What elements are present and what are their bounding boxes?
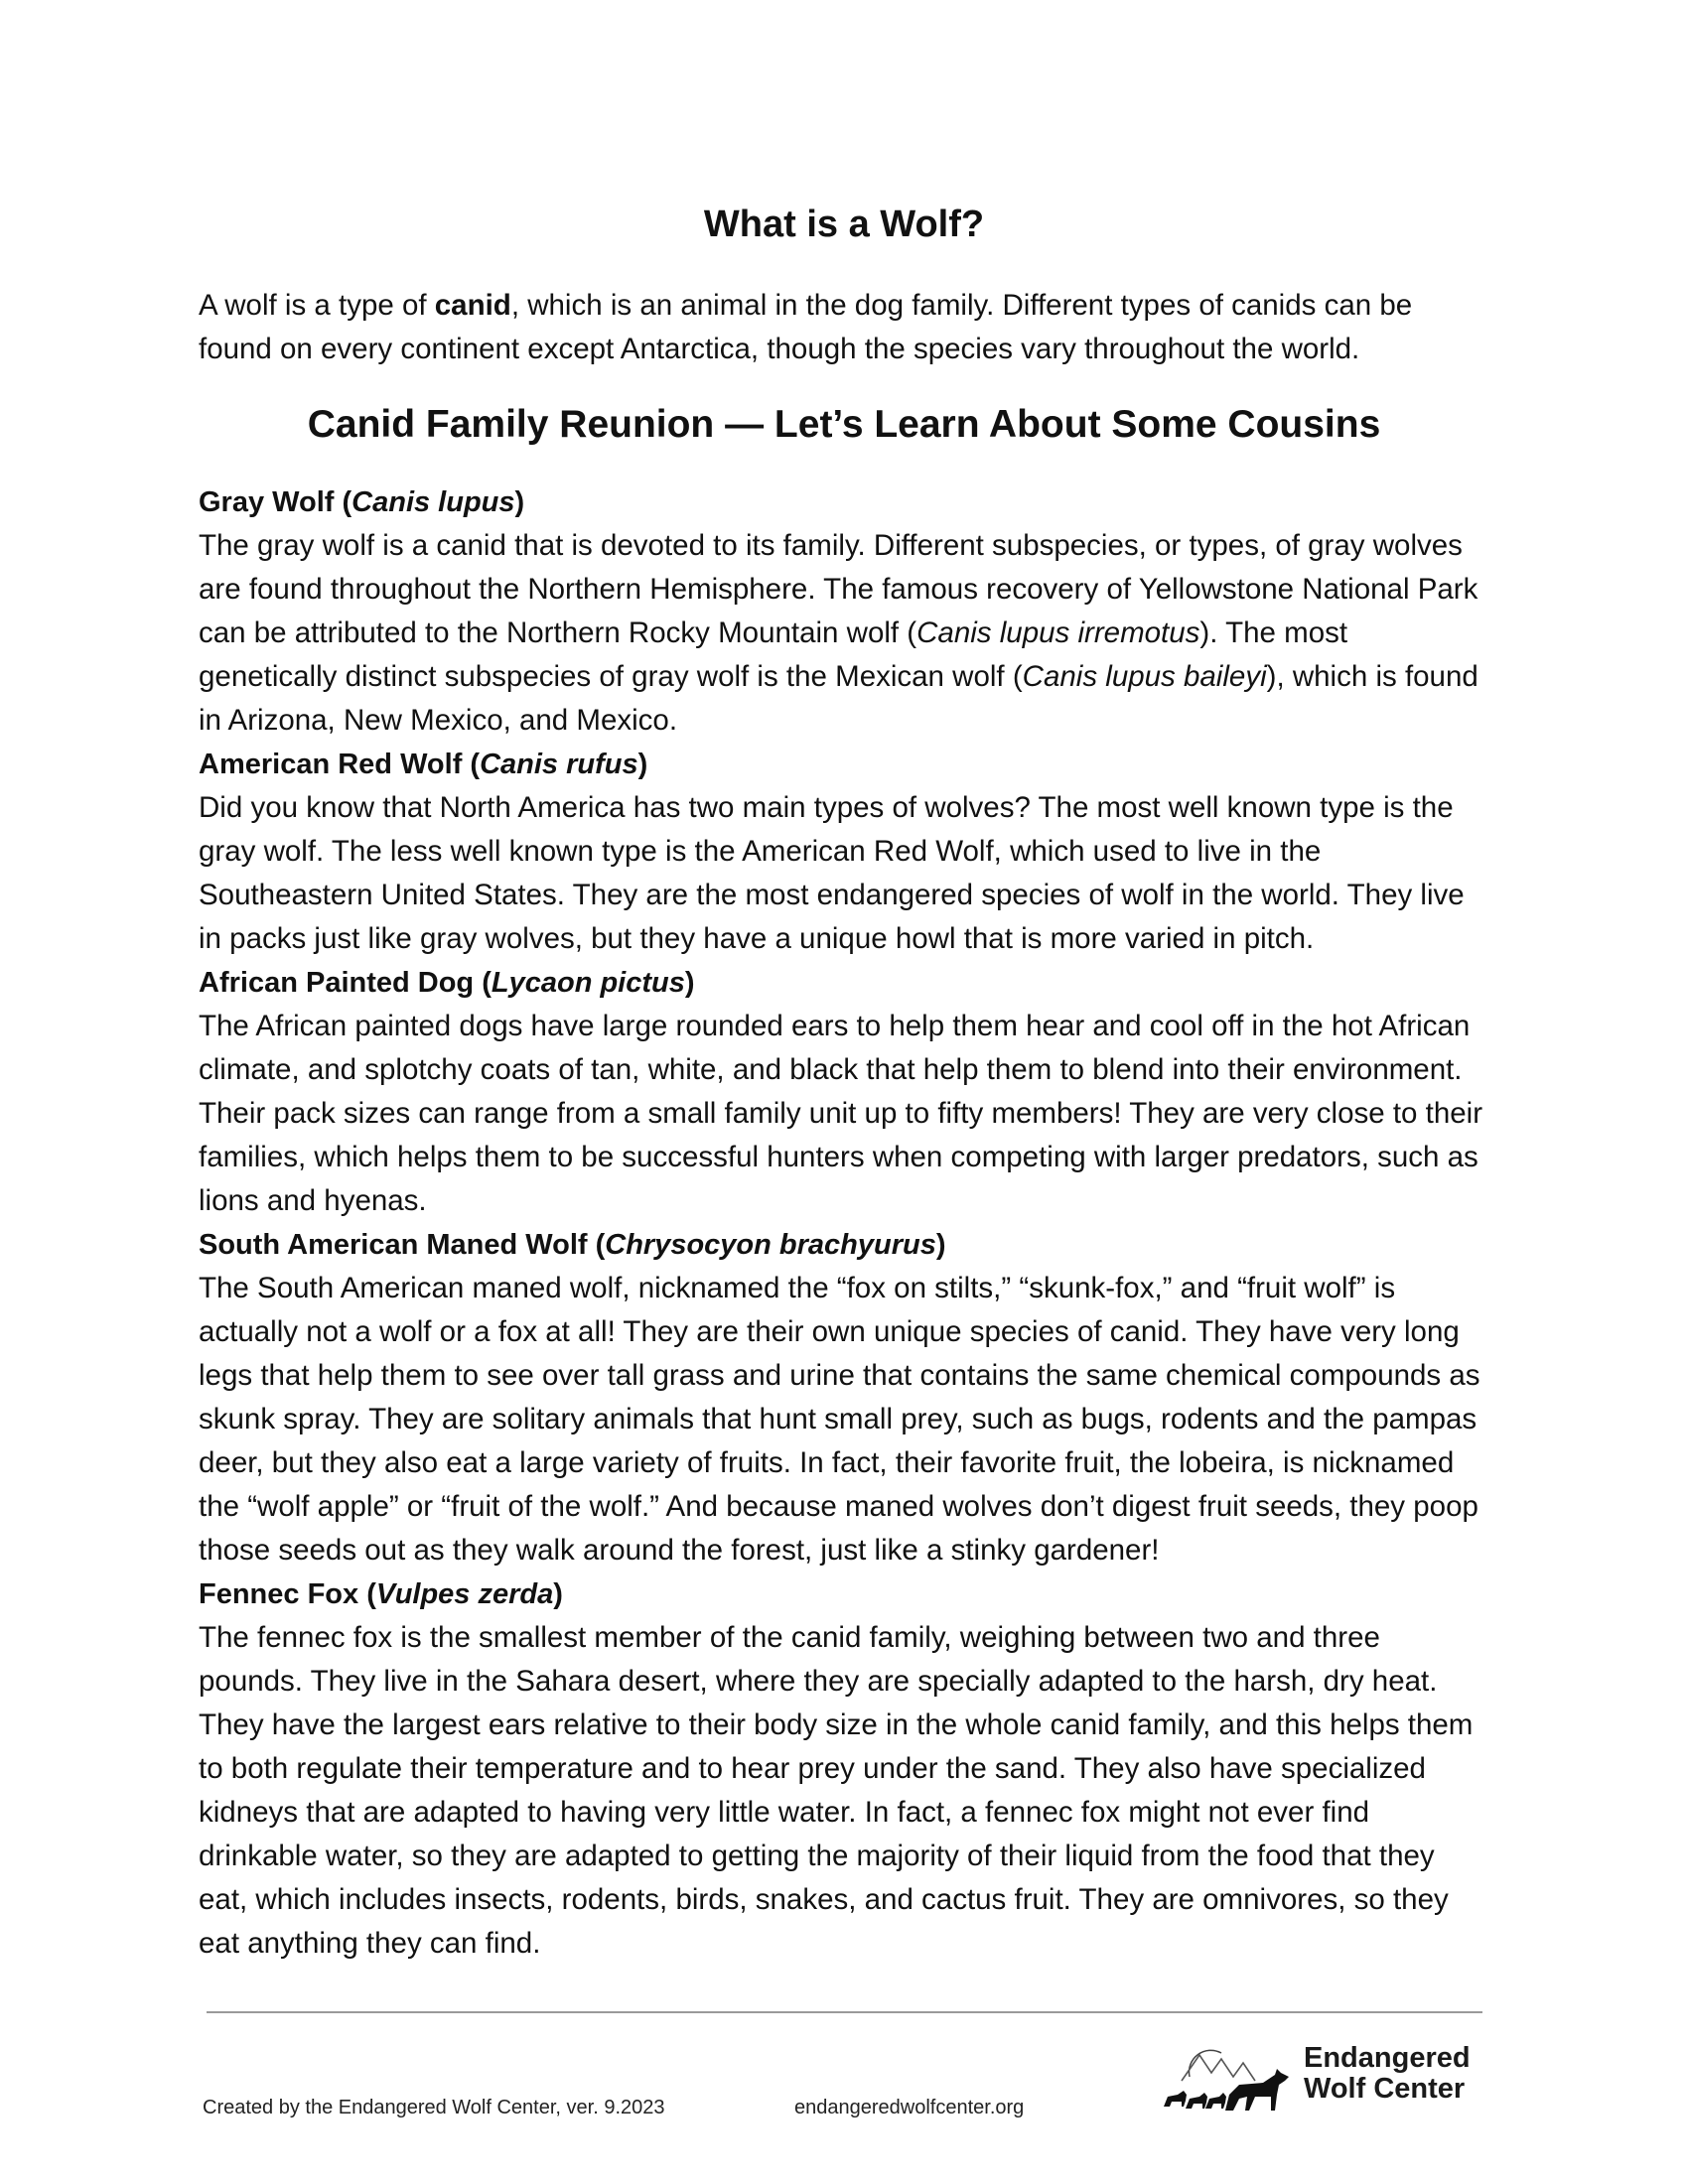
species-heading: American Red Wolf (Canis rufus) [199, 749, 648, 780]
section-title: Canid Family Reunion — Let’s Learn About Some Cousins [307, 403, 1381, 446]
logo-line-2: Wolf Center [1304, 2073, 1466, 2105]
species-gray-wolf [199, 480, 1489, 743]
species-text-part: The gray wolf is a canid that is devoted to its family. Different subspecies, or types, of gray wolves are found throughout the Northern Hemisphere. The famous recovery of Yellowstone National Park can be attributed to the Northern Rocky Mountain wolf ( [199, 529, 1478, 649]
species-name: South American Maned Wolf [199, 1229, 588, 1261]
species-scientific-name: Lycaon pictus [491, 967, 685, 999]
page-title: What is a Wolf? [703, 204, 985, 245]
species-text-part: ). The most genetically distinct subspecies of gray wolf is the Mexican wolf ( [199, 616, 1348, 693]
species-description [199, 524, 1489, 743]
species-text-part: ), which is found in Arizona, New Mexico, and Mexico. [199, 660, 1478, 737]
species-name: African Painted Dog [199, 967, 475, 999]
document-body [199, 199, 1489, 1966]
logo-wordmark [1304, 2043, 1471, 2105]
species-name: Gray Wolf [199, 486, 335, 518]
intro-paragraph [199, 284, 1489, 371]
species-description: The fennec fox is the smallest member of the canid family, weighing between two and three pounds. They live in the Sahara desert, where they are specially adapted to the harsh, dry heat. They have the largest ears relative to their body size in the whole canid family, and this helps them to both regulate their temperature and to hear prey under the sand. They also have specialized kidneys that are adapted to having very little water. In fact, a fennec fox might not ever find drinkable water, so they are adapted to getting the majority of their liquid from the food that they eat, which includes insects, rodents, birds, snakes, and cactus fruit. They are omnivores, so they eat anything they can find. [199, 1621, 1474, 1960]
intro-prefix: A wolf is a type of [199, 289, 435, 322]
endangered-wolf-center-logo [1160, 2035, 1487, 2115]
species-heading: South American Maned Wolf (Chrysocyon brachyurus) [199, 1229, 946, 1261]
footer-credit: Created by the Endangered Wolf Center, ver. 9.2023 [203, 2097, 665, 2118]
footer-url: endangeredwolfcenter.org [794, 2097, 1025, 2118]
species-description: The African painted dogs have large rounded ears to help them hear and cool off in the hot African climate, and splotchy coats of tan, white, and black that help them to blend into their environment. Their pack sizes can range from a small family unit up to fifty members! They are very close to their families, which helps them to be successful hunters when competing with larger predators, such as lions and hyenas. [199, 1010, 1483, 1217]
species-name: Fennec Fox [199, 1578, 359, 1610]
species-scientific-name: Canis rufus [480, 749, 638, 780]
species-description: The South American maned wolf, nicknamed the “fox on stilts,” “skunk-fox,” and “fruit wolf” is actually not a wolf or a fox at all! They are their own unique species of canid. They have very long legs that help them to see over tall grass and urine that contains the same chemical compounds as skunk spray. They are solitary animals that hunt small prey, such as bugs, rodents and the pampas deer, but they also eat a large variety of fruits. In fact, their favorite fruit, the lobeira, is nicknamed the “wolf apple” or “fruit of the wolf.” And because maned wolves don’t digest fruit seeds, they poop those seeds out as they walk around the forest, just like a stinky gardener! [199, 1272, 1480, 1567]
species-fennec-fox [199, 1572, 1489, 1966]
species-african-painted-dog [199, 961, 1489, 1223]
species-maned-wolf [199, 1223, 1489, 1572]
species-description: Did you know that North America has two main types of wolves? The most well known type is the gray wolf. The less well known type is the American Red Wolf, which used to live in the Southeastern United States. They are the most endangered species of wolf in the world. They live in packs just like gray wolves, but they have a unique howl that is more varied in pitch. [199, 791, 1465, 955]
species-scientific-name: Chrysocyon brachyurus [605, 1229, 936, 1261]
species-name: American Red Wolf [199, 749, 463, 780]
species-scientific-name: Vulpes zerda [375, 1578, 554, 1610]
species-american-red-wolf [199, 743, 1489, 961]
species-heading: African Painted Dog (Lycaon pictus) [199, 967, 695, 999]
subspecies-scientific-name: Canis lupus baileyi [1022, 660, 1267, 693]
intro-suffix: , which is an animal in the dog family. Different types of canids can be found on every continent except Antarctica, though the species vary throughout the world. [199, 289, 1413, 365]
footer-divider [207, 2011, 1482, 2013]
logo-line-1: Endangered [1304, 2042, 1471, 2074]
species-heading: Fennec Fox (Vulpes zerda) [199, 1578, 563, 1610]
wolf-pack-mountains-icon [1160, 2035, 1299, 2115]
species-scientific-name: Canis lupus [352, 486, 515, 518]
subspecies-scientific-name: Canis lupus irremotus [916, 616, 1200, 649]
species-heading: Gray Wolf (Canis lupus) [199, 486, 525, 518]
intro-term: canid [434, 289, 511, 322]
